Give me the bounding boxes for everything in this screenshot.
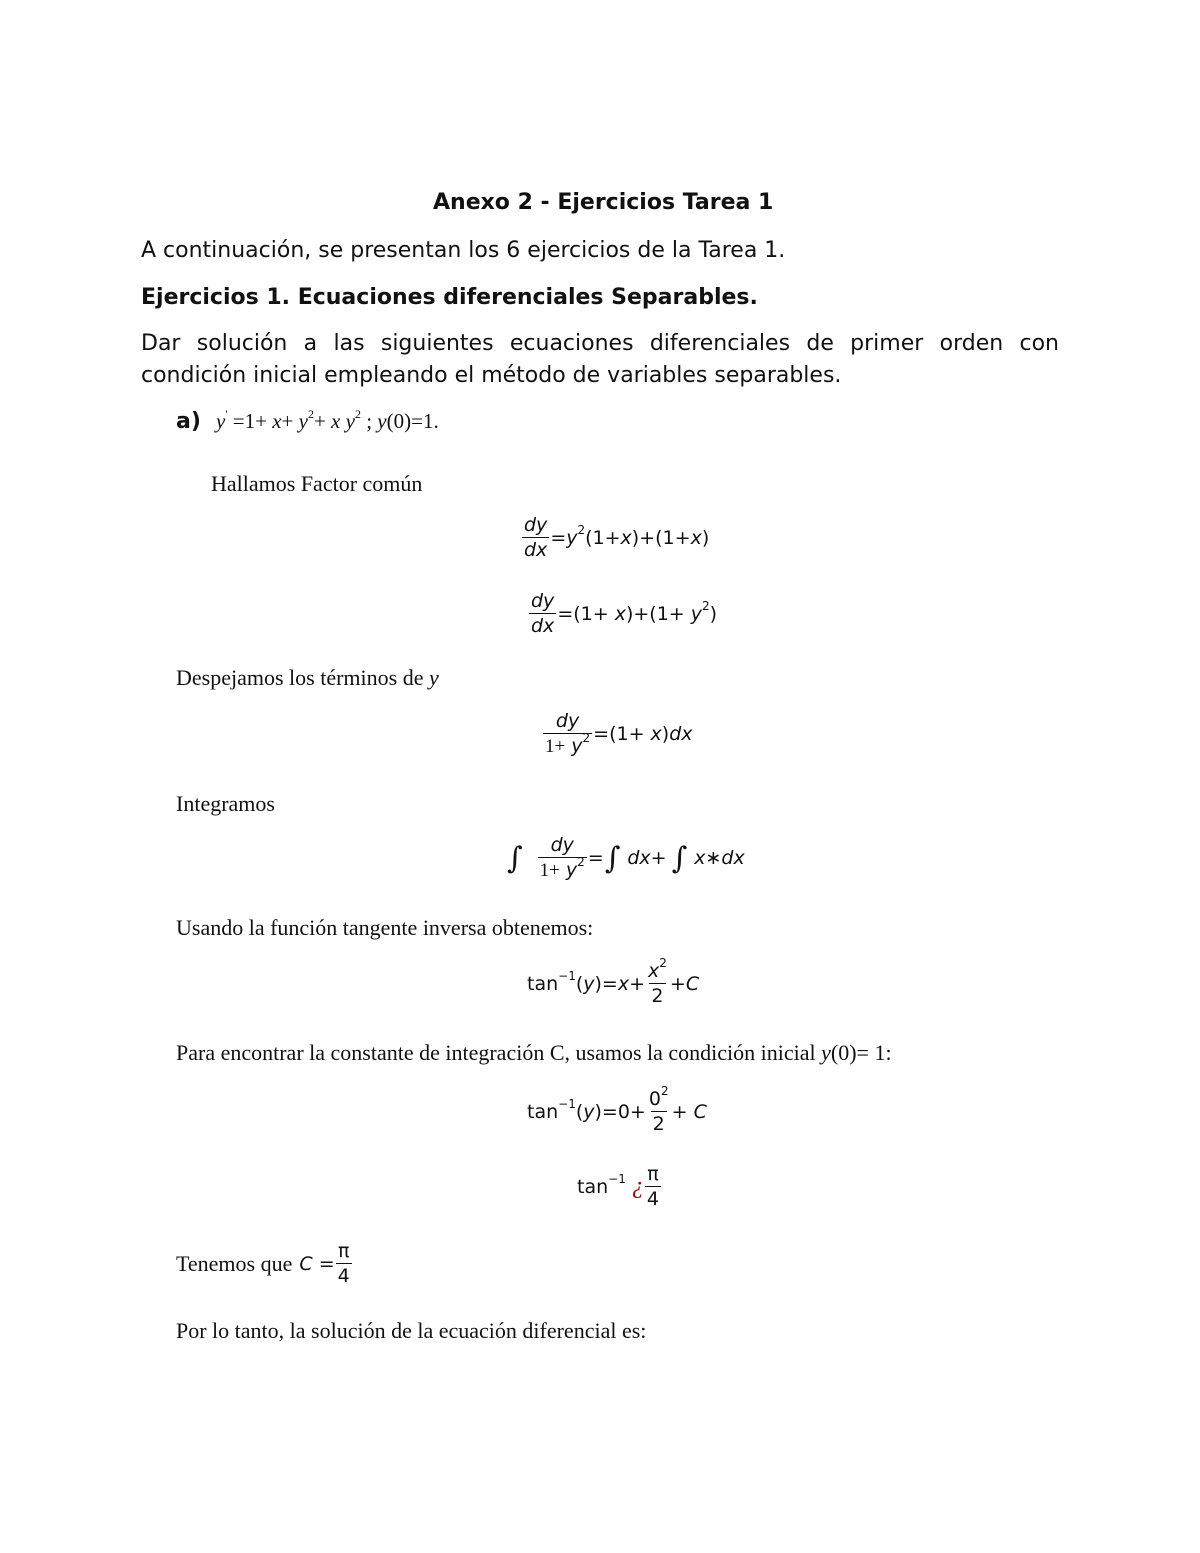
equation-factor-1: $\frac{dy}{dx}$ $=y^2(1+x)+(1+x)$	[524, 514, 710, 561]
instruction-line-2: condición inicial empleando el método de variables separables.	[141, 363, 842, 388]
step-despejar-text: Despejamos los términos de y	[176, 665, 439, 690]
step-tenemos-label: Tenemos que	[176, 1250, 293, 1276]
equation-separated: $\frac{dy}{1+ y^2}$ =(1+ x)dx	[545, 710, 693, 757]
ode-equation: $y' =1+ x+ y^2+ x$ $y^2$ ; y(0)=1.	[216, 407, 439, 433]
step-factor-text: Hallamos Factor común	[211, 471, 423, 496]
exercise-a	[176, 409, 439, 434]
step-despejar-label: Despejamos los términos de	[176, 665, 424, 690]
step-constante-label: Para encontrar la constante de integración C, usamos la condición inicial	[176, 1040, 816, 1065]
intro-text: A continuación, se presentan los 6 ejercicios de la Tarea 1.	[141, 238, 786, 263]
integral-sign: ∫	[507, 840, 523, 876]
section-heading: Ejercicios 1. Ecuaciones diferenciales Separables.	[141, 285, 758, 310]
equation-initial-condition: $\tan^{-1}(y)=0+$ $\frac{0^2}{2}$ + C	[527, 1084, 707, 1135]
equation-factor-2: $\frac{dy}{dx}$ $=(1+ x)+(1+ y^2)$	[531, 590, 718, 637]
page-title: Anexo 2 - Ejercicios Tarea 1	[433, 190, 774, 215]
equation-integral: ∫ $\frac{dy}{1+ y^2}$ = ∫ dx+ ∫ x∗dx	[507, 834, 745, 881]
equation-arctan: $\tan^{-1}(y)=x+$ $\frac{x^2}{2}$ +C	[527, 956, 700, 1007]
step-integrar-text: Integramos	[176, 791, 275, 816]
step-tenemos-text: Tenemos que C = $\frac{\pi}{4}$	[176, 1240, 350, 1287]
step-constante-text: Para encontrar la constante de integración C, usamos la condición inicial y(0)= 1:	[176, 1040, 892, 1065]
step-conclusion-text: Por lo tanto, la solución de la ecuación diferencial es:	[176, 1318, 647, 1343]
item-label: a)	[176, 409, 201, 434]
step-tangente-text: Usando la función tangente inversa obtenemos:	[176, 915, 594, 940]
equation-pi-over-4: $\tan^{-1}$ ¿ $\frac{\pi}{4}$	[577, 1163, 659, 1210]
instruction-line-1: Dar solución a las siguientes ecuaciones diferenciales de primer orden con	[141, 331, 1059, 356]
